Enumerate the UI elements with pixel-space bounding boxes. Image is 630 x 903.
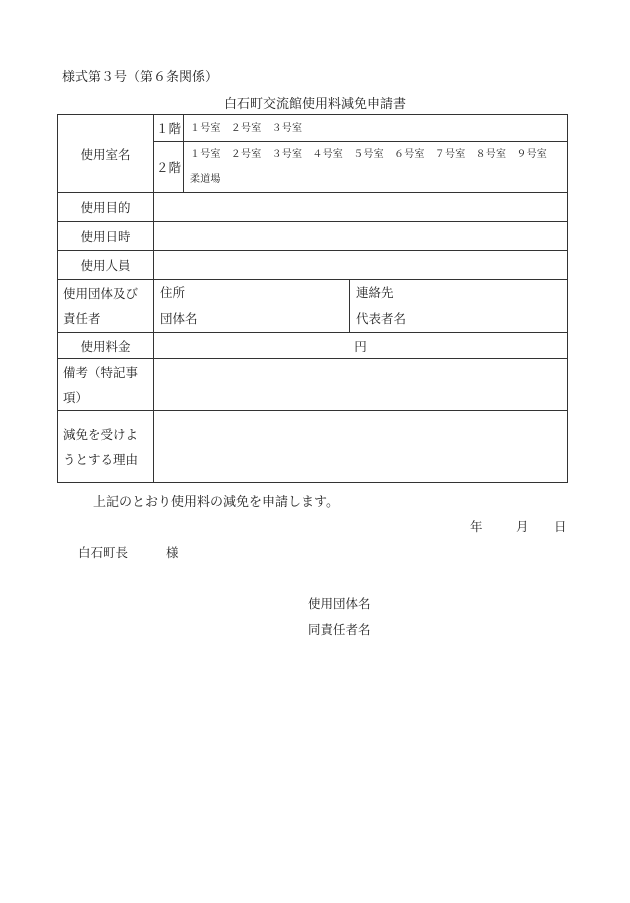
addressee-line xyxy=(78,543,179,561)
rep-label: 代表者名 xyxy=(356,311,407,326)
application-form-table xyxy=(57,114,568,483)
orgname-label: 団体名 xyxy=(160,311,198,326)
purpose-row xyxy=(58,193,568,222)
addressee-name: 白石町長 xyxy=(78,545,129,560)
datetime-field[interactable] xyxy=(154,222,568,251)
remarks-label-line1: 備考（特記事 xyxy=(63,364,139,380)
room-name-label: 使用室名 xyxy=(58,115,154,193)
contact-label: 連絡先 xyxy=(356,285,394,300)
datetime-row xyxy=(58,222,568,251)
organization-label-line1: 使用団体及び xyxy=(63,286,139,301)
reason-label-line2: うとする理由 xyxy=(63,451,139,467)
date-year: 年 xyxy=(470,519,483,534)
document-title: 白石町交流館使用料減免申請書 xyxy=(223,97,406,112)
purpose-label: 使用目的 xyxy=(58,193,154,222)
date-line xyxy=(470,517,567,535)
date-month: 月 xyxy=(516,519,529,534)
datetime-label: 使用日時 xyxy=(58,222,154,251)
date-day: 日 xyxy=(554,519,567,534)
organization-row xyxy=(58,280,568,333)
room-row-floor1 xyxy=(58,115,568,142)
floor2-rooms-line1: １号室 ２号室 ３号室 ４号室 ５号室 ６号室 ７号室 ８号室 ９号室 xyxy=(190,149,547,160)
reason-label-line1: 減免を受けよ xyxy=(63,426,139,442)
addressee-honorific: 様 xyxy=(166,545,179,560)
reason-row xyxy=(58,411,568,483)
organization-label xyxy=(58,280,154,333)
floor1-label: １階 xyxy=(154,115,184,142)
people-row xyxy=(58,251,568,280)
fee-row xyxy=(58,333,568,359)
fee-unit: 円 xyxy=(354,338,367,354)
organization-label-line2: 責任者 xyxy=(63,311,101,326)
signature-rep-name-label: 同責任者名 xyxy=(308,622,371,637)
address-orgname-field[interactable] xyxy=(154,280,350,333)
application-statement: 上記のとおり使用料の減免を申請します。 xyxy=(93,495,339,510)
remarks-row xyxy=(58,359,568,411)
reason-field[interactable] xyxy=(154,411,568,483)
remarks-field[interactable] xyxy=(154,359,568,411)
purpose-field[interactable] xyxy=(154,193,568,222)
people-label: 使用人員 xyxy=(58,251,154,280)
fee-field[interactable] xyxy=(154,333,568,359)
form-number: 様式第３号（第６条関係） xyxy=(62,70,219,85)
signature-org-name-label: 使用団体名 xyxy=(308,596,371,611)
floor2-rooms-line2: 柔道場 xyxy=(190,174,221,185)
floor1-rooms-text: １号室 ２号室 ３号室 xyxy=(190,122,303,134)
floor2-label: ２階 xyxy=(154,142,184,193)
fee-label: 使用料金 xyxy=(58,333,154,359)
contact-rep-field[interactable] xyxy=(350,280,568,333)
remarks-label xyxy=(58,359,154,411)
reason-label xyxy=(58,411,154,483)
floor2-rooms[interactable] xyxy=(184,142,568,193)
address-label: 住所 xyxy=(160,285,186,300)
people-field[interactable] xyxy=(154,251,568,280)
remarks-label-line2: 項） xyxy=(63,389,89,405)
floor1-rooms[interactable] xyxy=(184,115,568,142)
